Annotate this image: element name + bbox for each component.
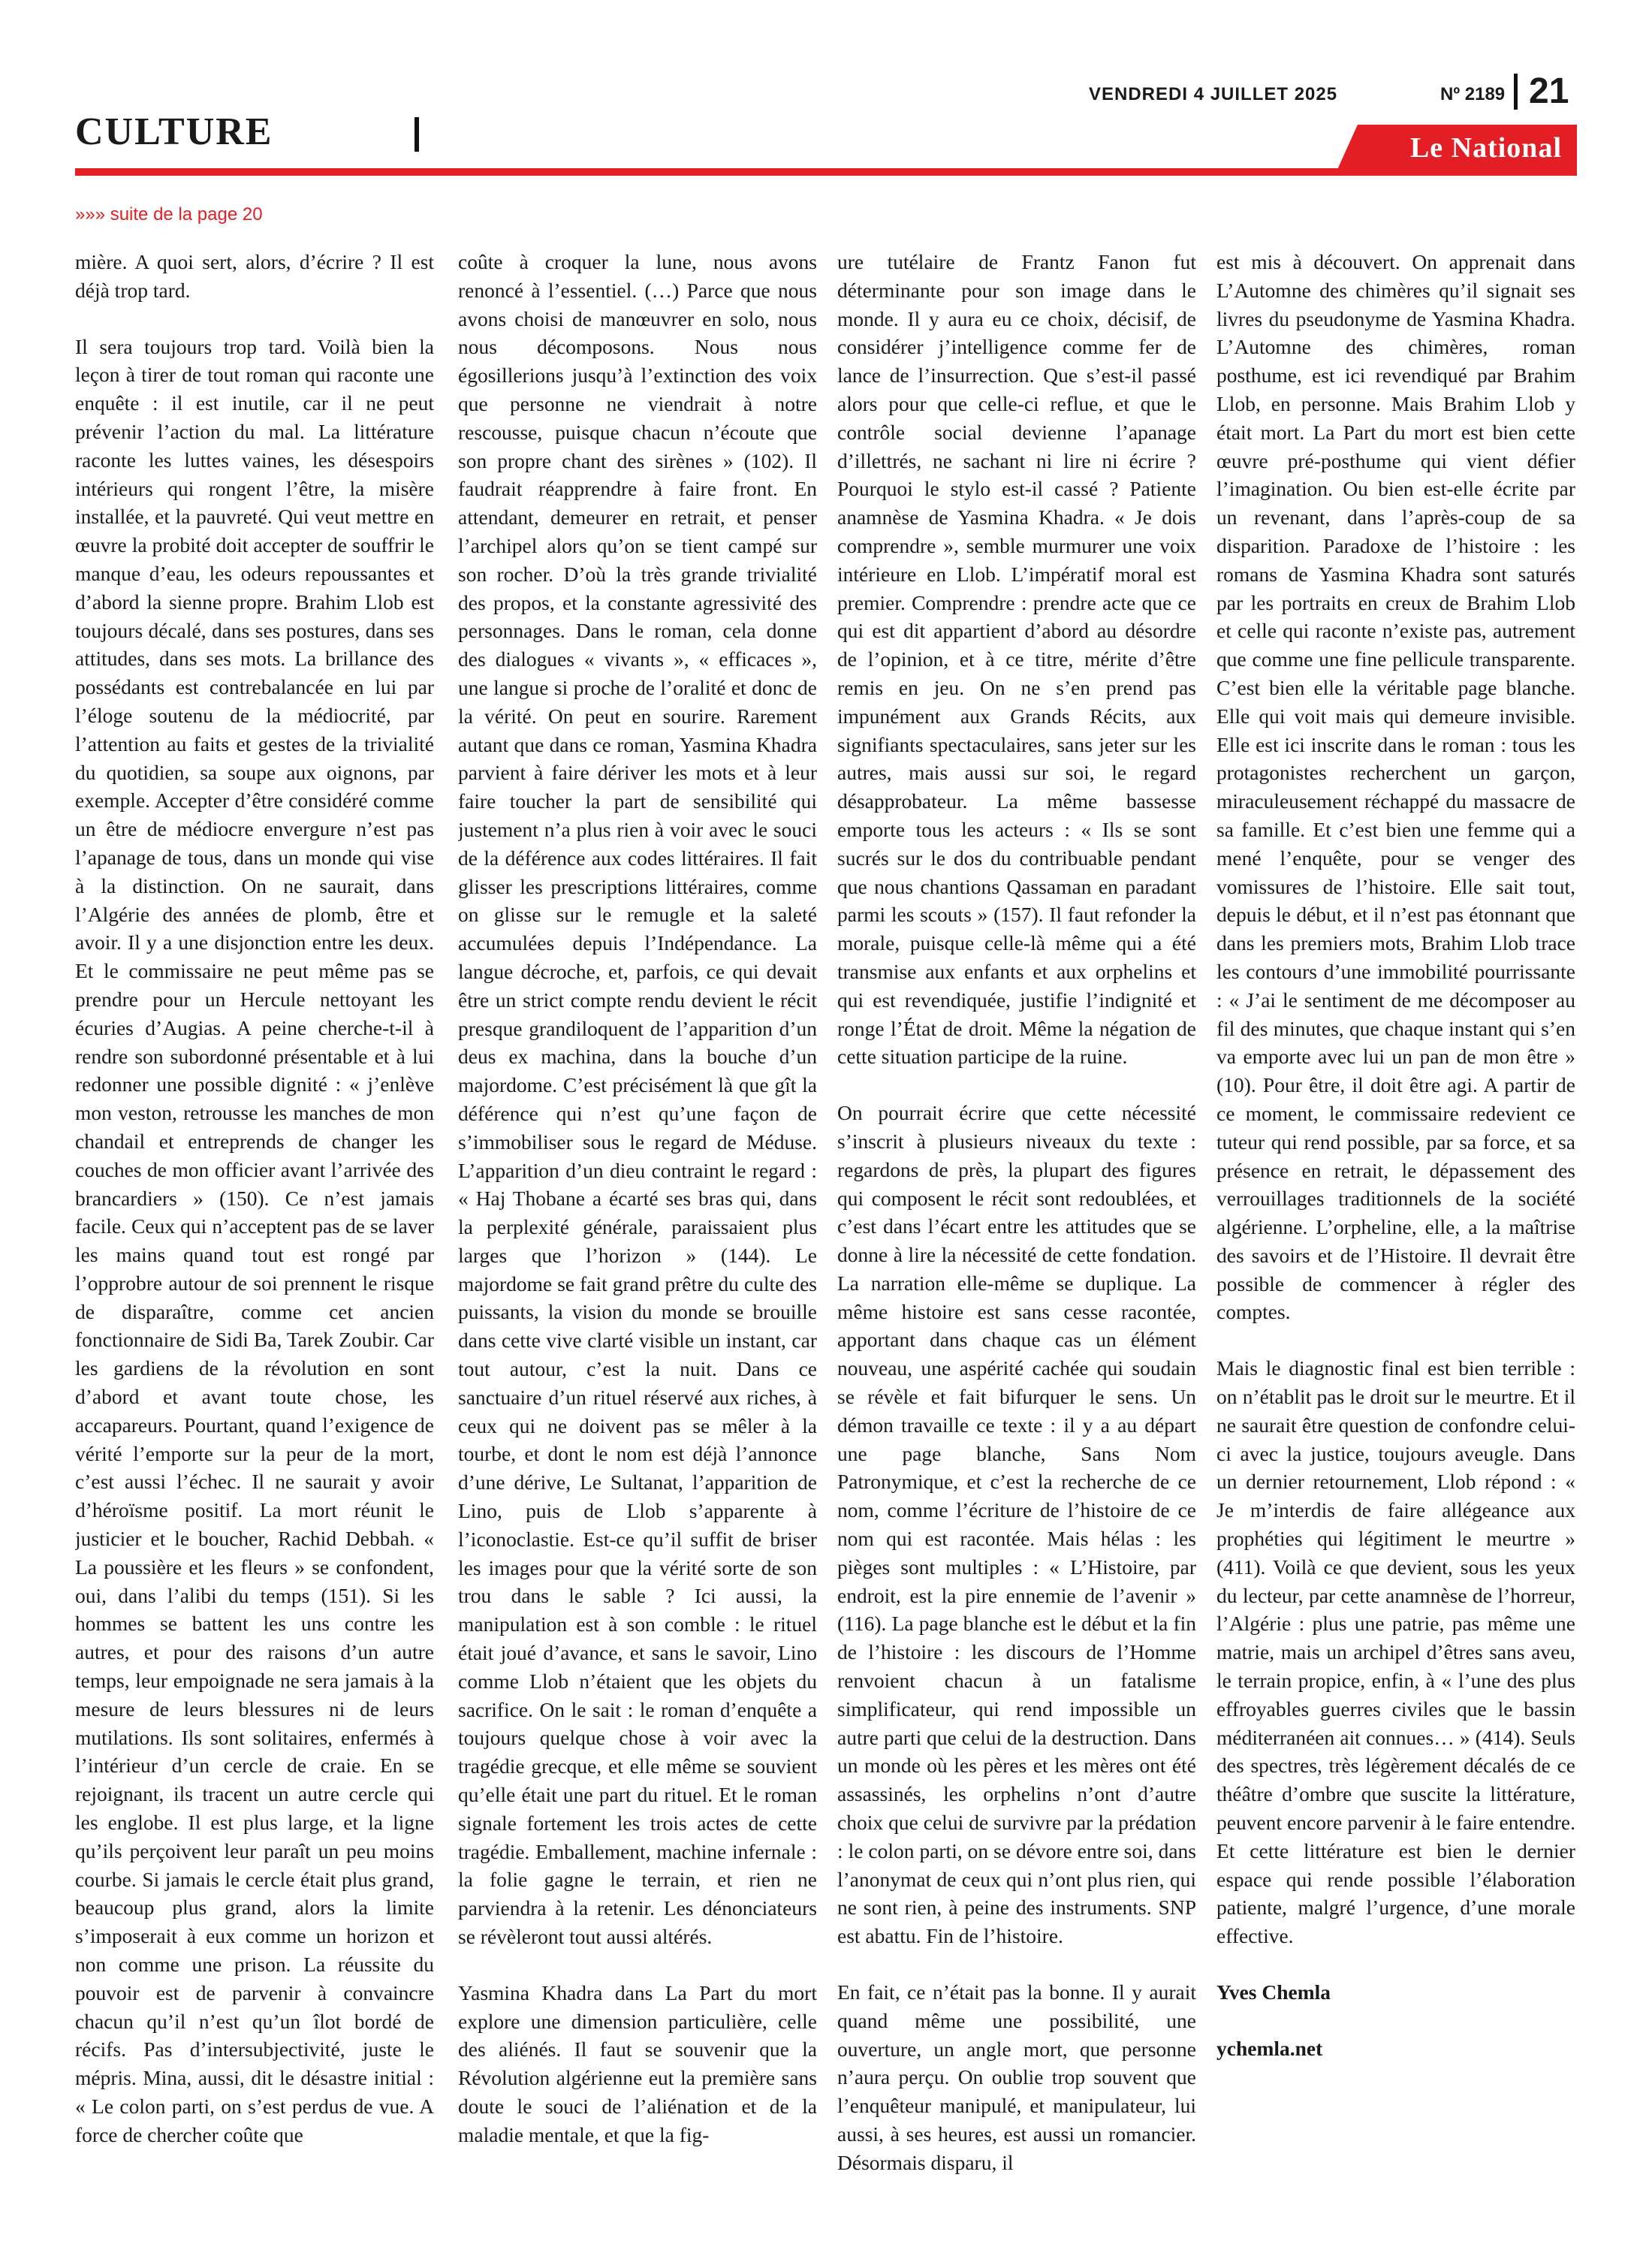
header-divider <box>1514 74 1518 110</box>
paragraph: On pourrait écrire que cette nécessité s’inscrit à plusieurs niveaux du texte : regardons de près, la plupart des figures qui composent le récit sont redoublées, et c’est dans l’écart entre les attitudes que se donne à lire la nécessité de cette fondation. La narration elle-même se duplique. La même histoire est sans cesse racontée, apportant dans chaque cas un élément nouveau, une aspérité cachée qui soudain se révèle et fait bifurquer le sens. Un démon travaille ce texte : il y a au départ une page blanche, Sans Nom Patronymique, et c’est la recherche de ce nom, comme l’écriture de l’histoire de ce nom qui est racontée. Mais hélas : les pièges sont multiples : « L’Histoire, par endroit, est la pire ennemie de l’avenir » (116). La page blanche est le début et la fin de l’histoire : les discours de l’Homme renvoient chacun à un fatalisme simplificateur, qui rend impossible un autre parti que celui de la destruction. Dans un monde où les pères et les mères ont été assassinés, les orphelins n’ont d’autre choix que celui de survivre par la prédation : le colon parti, on se dévore entre soi, dans l’anonymat de ceux qui n’ont plus rien, qui ne sont rien, à peine des instruments. SNP est abattu. Fin de l’histoire. <box>837 1101 1196 1948</box>
article-column-2 <box>458 248 817 2230</box>
paragraph: Il sera toujours trop tard. Voilà bien la leçon à tirer de tout roman qui raconte une enquête : il est inutile, car il ne peut prévenir l’action du mal. La littérature raconte les luttes vaines, les désespoirs intérieurs qui rongent l’être, la misère installée, et la pauvreté. Qui veut mettre en œuvre la probité doit accepter de souffrir le manque d’eau, les odeurs repoussantes et d’abord la sienne propre. Brahim Llob est toujours décalé, dans ses postures, dans ses attitudes, dans ses mots. La brillance des possédants est contrebalancée en lui par l’éloge soutenu de la médiocrité, par l’attention au faits et gestes de la trivialité du quotidien, sa soupe aux oignons, par exemple. Accepter d’être considéré comme un être de médiocre envergure n’est pas l’apanage de tous, dans un monde qui vise à la distinction. On ne saurait, dans l’Algérie des années de plomb, être et avoir. Il y a une disjonction entre les deux. Et le commissaire ne peut même pas se prendre pour un Hercule nettoyant les écuries d’Augias. A peine cherche-t-il à rendre son subordonné présentable et à lui redonner une possible dignité : « j’enlève mon veston, retrousse les manches de mon chandail et entreprends de changer les couches de mon officier avant l’arrivée des brancardiers » (150). Ce n’est jamais facile. Ceux qui n’acceptent pas de se laver les mains quand tout est rongé par l’opprobre autour de soi prennent le risque de disparaître, comme cet ancien fonctionnaire de Sidi Ba, Tarek Zoubir. Car les gardiens de la révolution en sont d’abord et avant toute chose, les accapareurs. Pourtant, quand l’exigence de vérité l’emporte sur la peur de la mort, c’est aussi l’échec. Il ne saurait y avoir d’héroïsme positif. La mort réunit le justicier et le boucher, Rachid Debbah. « La poussière et les fleurs » se confondent, oui, dans l’alibi du temps (151). Si les hommes se battent les uns contre les autres, et pour des raisons d’un autre temps, leur empoignade ne sera jamais à la mesure de leurs blessures ni de leurs mutilations. Ils sont solitaires, enfermés à l’intérieur d’un cercle de craie. En se rejoignant, ils tracent un autre cercle qui les englobe. Il est plus large, et la ligne qu’ils perçoivent leur paraît un peu moins courbe. Si jamais le cercle était plus grand, beaucoup plus grand, alors la limite s’imposerait à eux comme un horizon et non comme une prison. La réussite du pouvoir est de parvenir à convaincre chacun qu’il n’est qu’un îlot bordé de récifs. Pas d’intersubjectivité, juste le mépris. Mina, aussi, dit le désastre initial : « Le colon parti, on s’est perdus de vue. A force de chercher coûte que <box>75 334 434 2146</box>
issue-date: VENDREDI 4 JUILLET 2025 <box>1089 84 1338 104</box>
header-red-rule <box>75 168 1577 176</box>
author-website: ychemla.net <box>1216 2036 1323 2060</box>
article-column-4 <box>1216 248 1575 2230</box>
issue-number: Nº 2189 <box>1440 84 1506 104</box>
continued-from-link: »»» suite de la page 20 <box>75 204 263 225</box>
paragraph: mière. A quoi sert, alors, d’écrire ? Il est déjà trop tard. <box>75 250 434 302</box>
paragraph: coûte à croquer la lune, nous avons renoncé à l’essentiel. (…) Parce que nous avons choisi de manœuvrer en solo, nous nous décomposons. Nous nous égosillerions jusqu’à l’extinction des voix que personne ne viendrait à notre rescousse, puisque chacun n’écoute que son propre chant des sirènes » (102). Il faudrait réapprendre à faire front. En attendant, demeurer en retrait, et penser l’archipel alors qu’on se tient campé sur son rocher. D’où la très grande trivialité des propos, et la constante agressivité des personnages. Dans le roman, cela donne des dialogues « vivants », « efficaces », une langue si proche de l’oralité et donc de la vérité. On peut en sourire. Rarement autant que dans ce roman, Yasmina Khadra parvient à faire dériver les mots et à leur faire toucher la part de sensibilité qui justement n’a plus rien à voir avec le souci de la déférence aux codes littéraires. Il fait glisser les prescriptions littéraires, comme on glisse sur le remugle et la saleté accumulées depuis l’Indépendance. La langue décroche, et, parfois, ce qui devait être un strict compte rendu devient le récit presque grandiloquent de l’apparition d’un deus ex machina, dans la bouche d’un majordome. C’est précisément là que gît la déférence qui n’est qu’une façon de s’immobiliser sous le regard de Méduse. L’apparition d’un dieu contraint le regard : « Haj Thobane a écarté ses bras qui, dans la perplexité générale, paraissaient plus larges que l’horizon » (144). Le majordome se fait grand prêtre du culte des puissants, la vision du monde se brouille dans cette vive clarté visible un instant, car tout autour, c’est la nuit. Dans ce sanctuaire d’un rituel réservé aux riches, à ceux qui ne doivent pas se mêler à la tourbe, et dont le nom est déjà l’annonce d’une dérive, Le Sultanat, l’apparition de Lino, puis de Llob s’apparente à l’iconoclastie. Est-ce qu’il suffit de briser les images pour que la vérité sorte de son trou dans le sable ? Ici aussi, la manipulation est à son comble : le rituel était joué d’avance, et sans le savoir, Lino comme Llob n’étaient que les objets du sacrifice. On le sait : le roman d’enquête a toujours quelque chose à voir avec la tragédie grecque, et elle même se souvient qu’elle était une part du rituel. Et le roman signale fortement les trois actes de cette tragédie. Emballement, machine infernale : la folie gagne le terrain, et rien ne parviendra à la retenir. Les dénonciateurs se révèleront tout aussi altérés. <box>458 250 817 1949</box>
section-title: CULTURE <box>75 110 273 153</box>
paragraph: est mis à découvert. On apprenait dans L’Automne des chimères qu’il signait ses livres du pseudonyme de Yasmina Khadra. L’Automne des chimères, roman posthume, est ici revendiqué par Brahim Llob, en personne. Mais Brahim Llob y était mort. La Part du mort est bien cette œuvre pré-posthume qui vient défier l’imagination. Ou bien est-elle écrite par un revenant, dans l’après-coup de sa disparition. Paradoxe de l’histoire : les romans de Yasmina Khadra sont saturés par les portraits en creux de Brahim Llob et celle qui raconte n’existe pas, autrement que comme une fine pellicule transparente. C’est bien elle la véritable page blanche. Elle qui voit mais qui demeure invisible. Elle est ici inscrite dans le roman : tous les protagonistes recherchent un garçon, miraculeusement réchappé du massacre de sa famille. Et c’est bien une femme qui a mené l’enquête, pour se venger des vomissures de l’histoire. Elle sait tout, depuis le début, et il n’est pas étonnant que dans les premiers mots, Brahim Llob trace les contours d’une immobilité pourrissante : « J’ai le sentiment de me décomposer au fil des minutes, que chaque instant qui s’en va emporte avec lui un pan de mon être » (10). Pour être, il doit être agi. A partir de ce moment, le commissaire redevient ce tuteur qui rend possible, par sa force, et sa présence en retrait, le dépassement des verrouillages traditionnels de la société algérienne. L’orpheline, elle, a la maîtrise des savoirs et de l’Histoire. Il devrait être possible de commencer à régler des comptes. <box>1216 250 1575 1324</box>
author-byline: Yves Chemla <box>1216 1980 1331 2004</box>
paragraph: ure tutélaire de Frantz Fanon fut déterminante pour son image dans le monde. Il y aura eu ce choix, décisif, de considérer j’intelligence comme fer de lance de l’insurrection. Que s’est-il passé alors pour que celle-ci reflue, et que le contrôle social devienne l’apanage d’illettrés, ne sachant ni lire ni écrire ? Pourquoi le stylo est-il cassé ? Patiente anamnèse de Yasmina Khadra. « Je dois comprendre », semble murmurer une voix intérieure en Llob. L’impératif moral est premier. Comprendre : prendre acte que ce qui est dit appartient d’abord au désordre de l’opinion, et à ce titre, mérite d’être remis en jeu. On ne s’en prend pas impunément aux Grands Récits, aux signifiants spectaculaires, sans jeter sur les autres, mais aussi sur soi, le regard désapprobateur. La même bassesse emporte tous les acteurs : « Ils se sont sucrés sur le dos du contribuable pendant que nous chantions Qassaman en paradant parmi les scouts » (157). Il faut refonder la morale, puisque celle-là même qui a été transmise aux enfants et aux orphelins et qui est revendiquée, justifie l’indignité et ronge l’État de droit. Même la négation de cette situation participe de la ruine. <box>837 250 1196 1069</box>
paragraph: En fait, ce n’était pas la bonne. Il y aurait quand même une possibilité, une ouverture, un angle mort, que personne n’aura perçu. On oublie trop souvent que l’enquêteur manipulé, et manipulateur, lui aussi, à ses heures, est aussi un romancier. Désormais disparu, il <box>837 1980 1196 2174</box>
article-column-1 <box>75 248 434 2230</box>
publication-name: Le National <box>1409 132 1562 164</box>
article-column-3 <box>837 248 1196 2230</box>
paragraph: Yasmina Khadra dans La Part du mort explore une dimension particulière, celle des aliénés. Il faut se souvenir que la Révolution algérienne eut la première sans doute le souci de l’aliénation et de la maladie mentale, et que la fig- <box>458 1980 817 2146</box>
section-divider <box>415 117 419 152</box>
paragraph: Mais le diagnostic final est bien terrible : on n’établit pas le droit sur le meurtre. Et il ne saurait être question de confondre celui-ci avec la justice, toujours aveugle. Dans un dernier retournement, Llob répond : « Je m’interdis de faire allégeance aux prophéties qui légitiment le meurtre » (411). Voilà ce que devient, sous les yeux du lecteur, par cette anamnèse de l’horreur, l’Algérie : plus une patrie, pas même une matrie, mais un archipel d’êtres sans aveu, le terrain propice, enfin, à « l’une des plus effroyables guerres civiles que le bassin méditerranéen ait connues… » (414). Seuls des spectres, très légèrement décalés de ce théâtre d’ombre que suscite la littérature, peuvent encore parvenir à le faire entendre. Et cette littérature est bien le dernier espace qui rende possible l’élaboration patiente, malgré l’urgence, d’une morale effective. <box>1216 1356 1575 1948</box>
page-number: 21 <box>1529 71 1569 111</box>
